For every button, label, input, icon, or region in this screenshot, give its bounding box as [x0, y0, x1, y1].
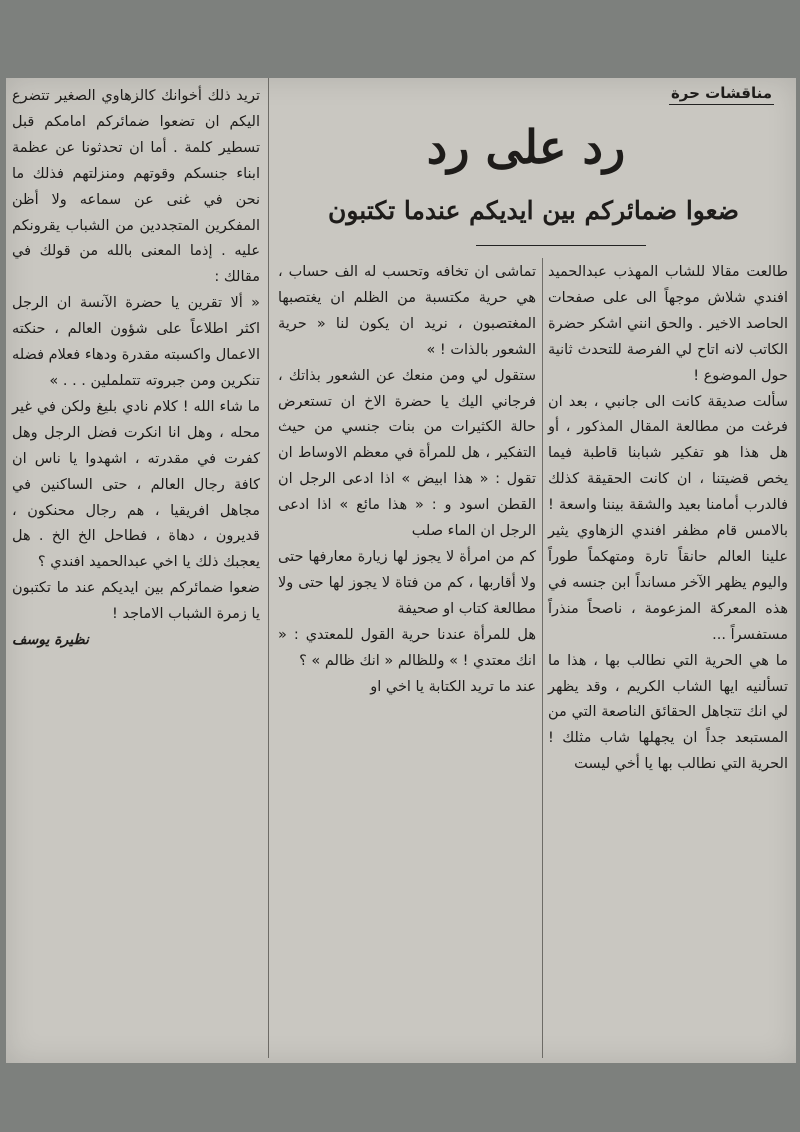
paragraph: هل للمرأة عندنا حرية القول للمعتدي : « انك معتدي ! » وللظالم « انك ظالم » ؟: [278, 626, 536, 669]
article-title: رد على رد: [426, 120, 626, 174]
paragraph: ما هي الحرية التي نطالب بها ، هذا ما تسألنيه ايها الشاب الكريم ، وقد يظهر لي انك تتجاهل الحقائق الناصعة التي من المستبعد جداً ان يجهلها شاب مثلك ! الحرية التي نطالب بها يا أخي ليست: [548, 652, 788, 773]
column-divider-left: [268, 78, 269, 1058]
paragraph: عند ما تريد الكتابة يا اخي او: [370, 678, 536, 695]
paragraph: تريد ذلك أخوانك كالزهاوي الصغير تتضرع اليكم ان تضعوا ضمائركم امامكم قبل تسطير كلمة . أما ان تحدثونا عن عظمة ابناء جنسكم وقوتهم ومنزلتهم فذلك ما نحن في غنى عن سماعه ولا أظن المفكرين المتجددين من الشباب يقرونكم عليه . إذما المعنى بالله من قولك في مقالك :: [12, 88, 260, 286]
paragraph: كم من امرأة لا يجوز لها زيارة معارفها حتى ولا أقاربها ، كم من فتاة لا يجوز لها حتى ولا مطالعة كتاب او صحيفة: [278, 548, 536, 617]
paragraph: « ألا تقرين يا حضرة الآنسة ان الرجل اكثر اطلاعاً على شؤون العالم ، حنكته الاعمال واكسبته مقدرة ودهاء فعلام فضله تنكرين ومن جبروته تتململين . . . »: [11, 295, 260, 389]
paragraph: طالعت مقالا للشاب المهذب عبدالحميد افندي شلاش موجهاً الى على صفحات الحاصد الاخير . والحق انني اشكر حضرة الكاتب لانه اتاح لي الفرصة للتحدث ثانية حول الموضوع !: [548, 264, 788, 384]
article-subtitle: ضعوا ضمائركم بين ايديكم عندما تكتبون: [328, 196, 739, 225]
newspaper-page: [6, 78, 796, 1063]
paragraph: ما شاء الله ! كلام نادي بليغ ولكن في غير محله ، وهل انا انكرت فضل الرجل وهل كفرت في مقدرته ، اشهدوا يا ناس ان كافة رجال العالم ، حتى الساكنين في مجاهل افريقيا ، هم رجال محنكون ، قديرون ، دهاة ، فطاحل الخ الخ . هل يعجبك ذلك يا اخي عبدالحميد افندي ؟: [12, 398, 260, 571]
column-divider-right: [542, 258, 543, 1058]
section-label: مناقشات حرة: [669, 84, 774, 105]
column-middle: [278, 260, 536, 700]
title-rule: [476, 245, 646, 246]
column-right: [548, 260, 788, 778]
paragraph: ضعوا ضمائركم بين ايديكم عند ما تكتبون يا زمرة الشباب الاماجد !: [12, 580, 260, 623]
column-left: [12, 84, 260, 654]
paragraph: تماشى ان تخافه وتحسب له الف حساب ، هي حرية مكتسبة من الظلم ان يغتصبها المغتصبون ، نريد ان يكون لنا « حرية الشعور بالذات ! »: [278, 264, 536, 358]
paragraph: ستقول لي ومن منعك عن الشعور بذاتك ، فرجاني اليك يا حضرة الاخ ان تستعرض حالة الكثيرات من بنات جنسي من حيث التفكير ، هل للمرأة في معظم الاوساط ان تقول : « هذا ابيض » اذا ادعى الرجل ان القطن اسود و : « هذا مائع » اذا ادعى الرجل ان الماء صلب: [278, 367, 536, 540]
author-signature: نظيرة يوسف: [12, 632, 89, 649]
paragraph: سألت صديقة كانت الى جانبي ، بعد ان فرغت من مطالعة المقال المذكور ، أو هل هذا هو تفكير شبابنا قاطبة فيما يخص قضيتنا ، ان كانت الحقيقة كذلك فالدرب أمامنا بعيد والشقة بيننا واسعة ! بالامس قام مظفر افندي الزهاوي يثير علينا العالم حانقاً تارة ومتهكماً طوراً واليوم يظهر الآخر مسانداً ابن جنسه في هذه المعركة المزعومة ، ناصحاً منذراً مستفسراً ...: [548, 393, 788, 643]
